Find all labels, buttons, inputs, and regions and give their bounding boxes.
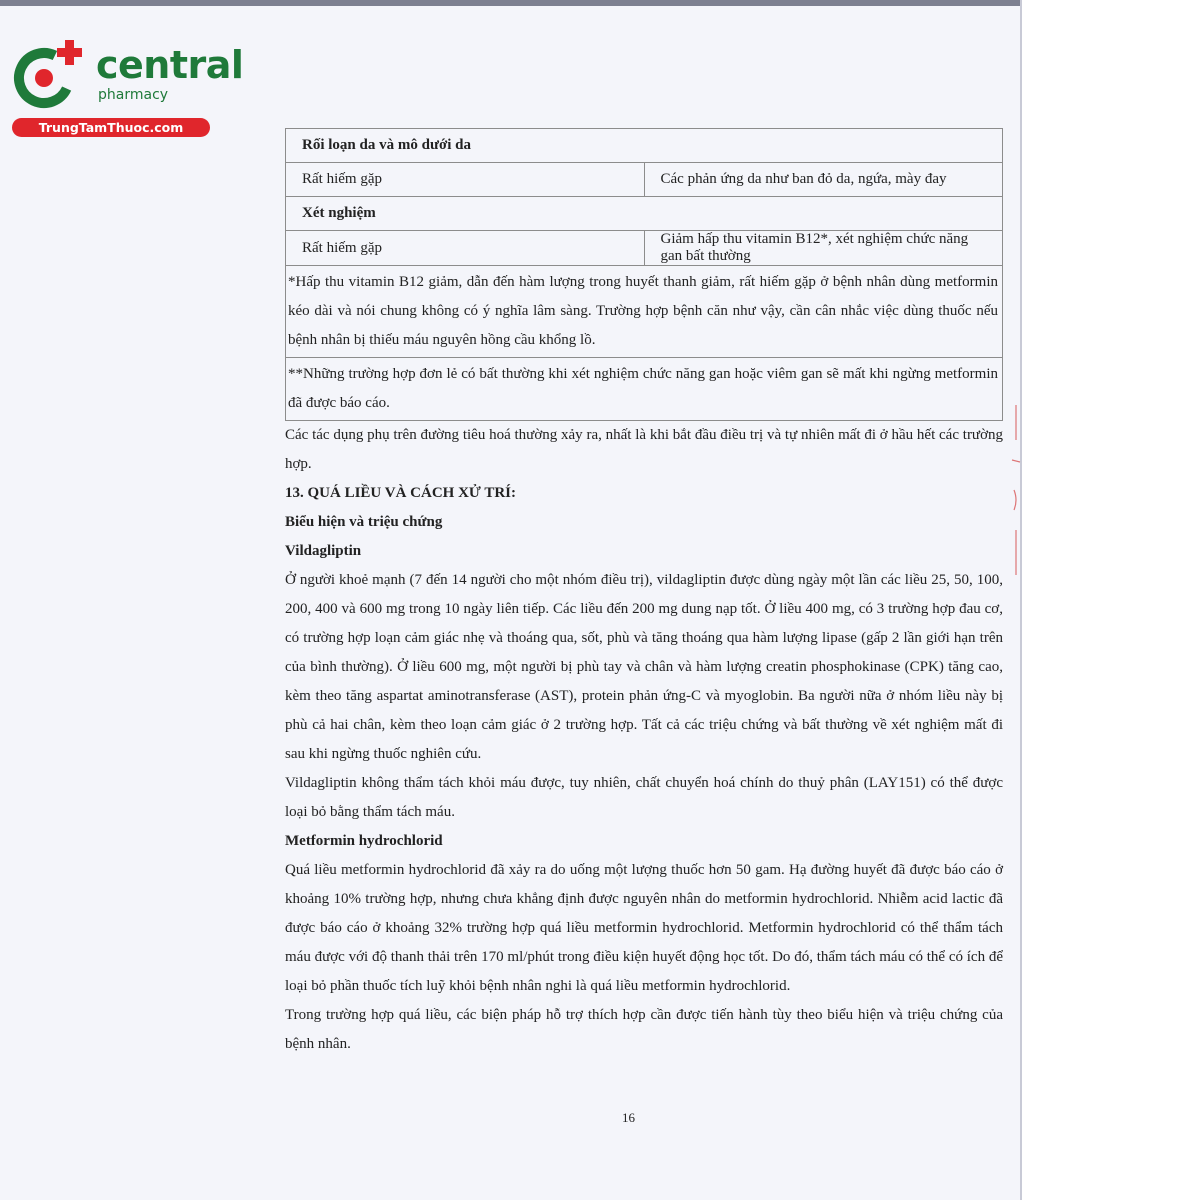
table-row	[286, 163, 1003, 197]
section-heading: Rối loạn da và mô dưới da	[286, 129, 1003, 163]
central-pharmacy-logo	[10, 38, 244, 138]
logo-wordmark: central	[96, 43, 244, 87]
document-content	[285, 128, 1003, 1059]
drug-heading: Vildagliptin	[285, 543, 362, 559]
table-footnote: *Hấp thu vitamin B12 giảm, dẫn đến hàm lượng trong huyết thanh giảm, rất hiếm gặp ở bệnh nhân dùng metformin kéo dài và nói chung không có ý nghĩa lâm sàng. Trường hợp bệnh căn như vậy, cần cân nhắc việc dùng thuốc nếu bệnh nhân bị thiếu máu nguyên hồng cầu khổng lồ.	[285, 266, 1003, 358]
paragraph: Trong trường hợp quá liều, các biện pháp hỗ trợ thích hợp cần được tiến hành tùy theo biểu hiện và triệu chứng của bệnh nhân.	[285, 1007, 1003, 1052]
pharmacy-cross-icon	[10, 38, 88, 110]
paragraph: Các tác dụng phụ trên đường tiêu hoá thường xảy ra, nhất là khi bắt đầu điều trị và tự nhiên mất đi ở hầu hết các trường hợp.	[285, 427, 1003, 472]
paragraph: Ở người khoẻ mạnh (7 đến 14 người cho một nhóm điều trị), vildagliptin được dùng ngày một lần các liều 25, 50, 100, 200, 400 và 600 mg trong 10 ngày liên tiếp. Các liều đến 200 mg dung nạp tốt. Ở liều 400 mg, có 3 trường hợp đau cơ, có trường hợp loạn cảm giác nhẹ và thoáng qua, sốt, phù và tăng thoáng qua hàm lượng lipase (gấp 2 lần giới hạn trên của bình thường). Ở liều 600 mg, một người bị phù tay và chân và hàm lượng creatin phosphokinase (CPK) tăng cao, kèm theo tăng aspartat aminotransferase (AST), protein phản ứng-C và myoglobin. Ba người nữa ở nhóm liều này bị phù cả hai chân, kèm theo loạn cảm giác ở 2 trường hợp. Tất cả các triệu chứng và bất thường về xét nghiệm mất đi sau khi ngừng thuốc nghiên cứu.	[285, 572, 1003, 762]
table-section-row	[286, 197, 1003, 231]
section-title: 13. QUÁ LIỀU VÀ CÁCH XỬ TRÍ:	[285, 485, 516, 501]
table-footnote: **Những trường hợp đơn lẻ có bất thường khi xét nghiệm chức năng gan hoặc viêm gan sẽ mất khi ngừng metformin đã được báo cáo.	[285, 358, 1003, 421]
logo-subtitle: pharmacy	[98, 87, 169, 103]
effect-cell: Các phản ứng da như ban đỏ da, ngứa, mày đay	[644, 163, 1003, 197]
paragraph: Quá liều metformin hydrochlorid đã xảy ra do uống một lượng thuốc hơn 50 gam. Hạ đường huyết đã được báo cáo ở khoảng 10% trường hợp, nhưng chưa khẳng định được nguyên nhân do metformin hydrochlorid. Nhiễm acid lactic đã được báo cáo ở khoảng 32% trường hợp quá liều metformin hydrochlorid. Metformin hydrochlorid có thể thẩm tách máu được với độ thanh thải trên 170 ml/phút trong điều kiện huyết động học tốt. Do đó, thẩm tách máu có thể có ích để loại bỏ phần thuốc tích luỹ khỏi bệnh nhân nghi là quá liều metformin hydrochlorid.	[285, 862, 1003, 994]
section-heading: Xét nghiệm	[286, 197, 1003, 231]
logo-site-banner: TrungTamThuoc.com	[12, 118, 210, 137]
page-number: 16	[622, 1110, 635, 1125]
subsection-title: Biểu hiện và triệu chứng	[285, 514, 443, 530]
drug-heading: Metformin hydrochlorid	[285, 833, 443, 849]
effect-cell: Giảm hấp thu vitamin B12*, xét nghiệm chức năng gan bất thường	[644, 231, 1003, 266]
table-section-row	[286, 129, 1003, 163]
frequency-cell: Rất hiếm gặp	[286, 231, 645, 266]
table-row	[286, 231, 1003, 266]
frequency-cell: Rất hiếm gặp	[286, 163, 645, 197]
stamp-edge-mark	[1009, 400, 1023, 580]
paragraph: Vildagliptin không thẩm tách khỏi máu được, tuy nhiên, chất chuyển hoá chính do thuỷ phân (LAY151) có thể được loại bỏ bằng thẩm tách máu.	[285, 775, 1003, 820]
adverse-effects-table	[285, 128, 1003, 266]
scan-top-edge	[0, 0, 1020, 6]
